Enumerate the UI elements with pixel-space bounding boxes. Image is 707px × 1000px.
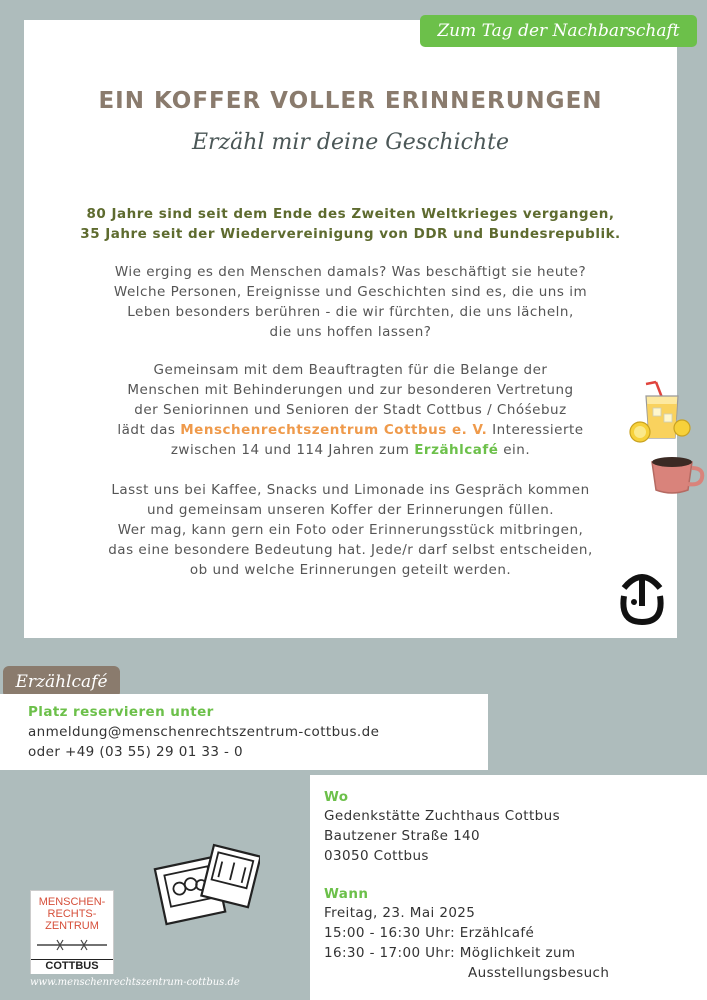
event-info-box [310, 775, 707, 1000]
closing-line: Wer mag, kann gern ein Foto oder Erinnerungsstück mitbringen, [117, 522, 584, 538]
where-line: 03050 Cottbus [324, 848, 429, 864]
invitation-line: Menschen mit Behinderungen und zur besonderen Vertretung [127, 382, 574, 398]
where-line: Bautzener Straße 140 [324, 828, 481, 844]
logo-city: COTTBUS [31, 959, 113, 974]
questions-line: Leben besonders berühren - die wir fürchten, die uns lächeln, [127, 304, 574, 320]
organisation-name: Menschenrechtszentrum Cottbus e. V. [180, 422, 488, 438]
contact-box [0, 694, 488, 770]
page-title: EIN KOFFER VOLLER ERINNERUNGEN [98, 88, 603, 114]
questions-line: die uns hoffen lassen? [269, 324, 432, 340]
when-date: Freitag, 23. Mai 2025 [324, 905, 476, 921]
invitation-line [24, 420, 677, 440]
contact-phone[interactable]: oder +49 (03 55) 29 01 33 - 0 [28, 744, 243, 760]
invitation-line [24, 440, 677, 460]
contact-email[interactable]: anmeldung@menschenrechtszentrum-cottbus.de [28, 724, 380, 740]
invitation-paragraph [24, 360, 677, 460]
closing-line: Lasst uns bei Kaffee, Snacks und Limonade ins Gespräch kommen [111, 482, 590, 498]
where-line: Gedenkstätte Zuchthaus Cottbus [324, 808, 561, 824]
questions-line: Wie erging es den Menschen damals? Was beschäftigt sie heute? [114, 264, 587, 280]
smiley-logo-icon [616, 570, 668, 628]
when-slot: 16:30 - 17:00 Uhr: Möglichkeit zum [324, 945, 576, 961]
invitation-line: der Seniorinnen und Senioren der Stadt Cottbus / Chóśebuz [134, 402, 567, 418]
invitation-line: Gemeinsam mit dem Beauftragten für die Belange der [153, 362, 548, 378]
when-label: Wann [324, 886, 369, 902]
cafe-tag: Erzählcafé [3, 666, 120, 698]
invitation-text: zwischen 14 und 114 Jahren zum [170, 442, 415, 458]
invitation-text: Interessierte [487, 422, 584, 438]
logo-text: RECHTS- [47, 908, 97, 920]
logo-text: ZENTRUM [45, 920, 99, 932]
when-slot: 15:00 - 16:30 Uhr: Erzählcafé [324, 925, 535, 941]
lemonade-icon [628, 378, 692, 446]
when-slot: Ausstellungsbesuch [468, 965, 610, 981]
website-url[interactable]: www.menschenrechtszentrum-cottbus.de [30, 977, 240, 988]
where-label: Wo [324, 789, 349, 805]
event-tag: Zum Tag der Nachbarschaft [420, 15, 697, 47]
intro-line: 35 Jahre seit der Wiedervereinigung von DDR und Bundesrepublik. [80, 226, 621, 242]
page-subtitle: Erzähl mir deine Geschichte [192, 130, 509, 155]
questions-line: Welche Personen, Ereignisse und Geschichten sind es, die uns im [113, 284, 588, 300]
closing-line: ob und welche Erinnerungen geteilt werden. [189, 562, 512, 578]
invitation-text: lädt das [117, 422, 181, 438]
intro-line: 80 Jahre sind seit dem Ende des Zweiten Weltkrieges vergangen, [86, 206, 615, 222]
closing-line: das eine besondere Bedeutung hat. Jede/r darf selbst entscheiden, [108, 542, 593, 558]
questions-paragraph [24, 262, 677, 342]
coffee-cup-icon [648, 452, 706, 496]
organisation-logo [30, 890, 114, 974]
barbed-wire-icon [37, 937, 107, 953]
intro-paragraph [24, 204, 677, 244]
invitation-text: ein. [498, 442, 531, 458]
contact-label: Platz reservieren unter [28, 704, 214, 720]
closing-line: und gemeinsam unseren Koffer der Erinnerungen füllen. [146, 502, 555, 518]
cafe-name: Erzählcafé [414, 442, 499, 458]
closing-paragraph [24, 480, 677, 580]
photos-icon [152, 840, 260, 930]
logo-text: MENSCHEN- [38, 896, 106, 908]
